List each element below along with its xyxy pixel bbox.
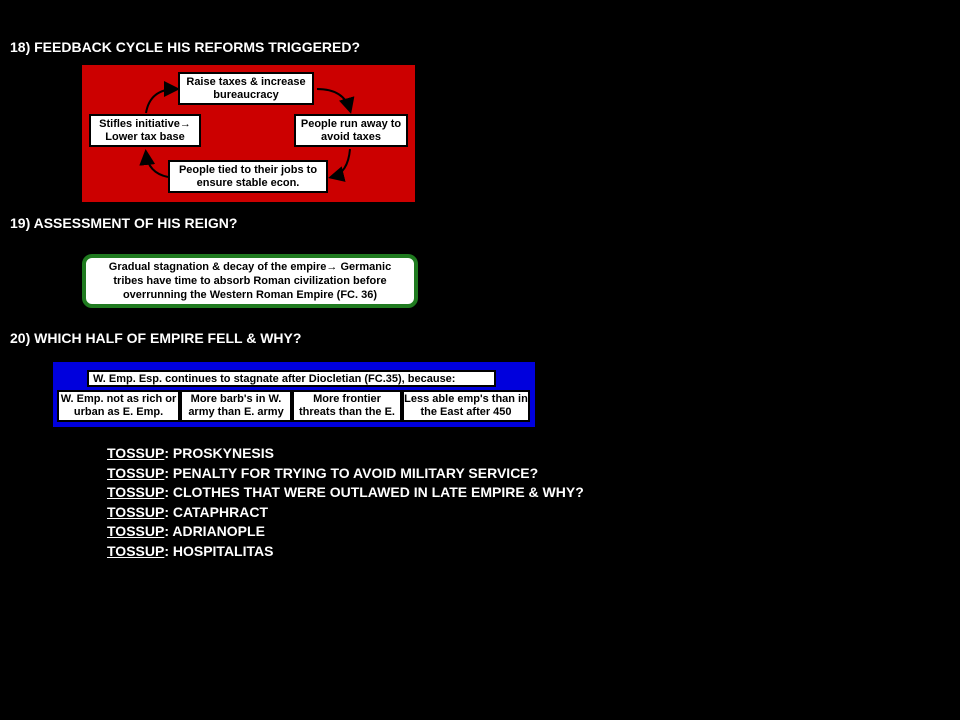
- reason-cell: W. Emp. not as rich or urban as E. Emp.: [57, 390, 180, 422]
- right-arrow-icon: →: [179, 117, 191, 130]
- feedback-cycle-panel: [82, 65, 415, 202]
- cycle-box-bottom: People tied to their jobs to ensure stable econ.: [168, 160, 328, 193]
- tossup-item: TOSSUP: CATAPHRACT: [107, 503, 268, 520]
- cycle-box-left: Stifles initiative→ Lower tax base: [89, 114, 201, 147]
- q18-heading: 18) FEEDBACK CYCLE HIS REFORMS TRIGGERED?: [10, 39, 361, 55]
- tossup-item: TOSSUP: PENALTY FOR TRYING TO AVOID MILITARY SERVICE?: [107, 464, 539, 481]
- reason-cell: More frontier threats than the E.: [292, 390, 402, 422]
- right-arrow-icon: →: [326, 261, 338, 273]
- tossup-item: TOSSUP: PROSKYNESIS: [107, 445, 275, 461]
- assessment-box: Gradual stagnation & decay of the empire→ Germanic tribes have time to absorb Roman civilization before overrunning the Western Roman Empire (FC. 36): [82, 254, 418, 308]
- tossup-item: TOSSUP: HOSPITALITAS: [107, 542, 274, 559]
- cycle-arrow-top-right: [317, 89, 350, 110]
- cycle-box-right: People run away to avoid taxes: [294, 114, 408, 147]
- tossup-item: TOSSUP: CLOTHES THAT WERE OUTLAWED IN LATE EMPIRE & WHY?: [107, 484, 584, 500]
- empire-fell-panel: [53, 362, 535, 427]
- q20-heading: 20) WHICH HALF OF EMPIRE FELL & WHY?: [10, 330, 302, 346]
- cycle-arrow-left-top: [146, 89, 176, 113]
- tossup-item: TOSSUP: ADRIANOPLE: [107, 523, 265, 539]
- cycle-arrow-right-bottom: [332, 149, 350, 177]
- cycle-arrow-bottom-left: [146, 153, 168, 177]
- stagnation-header: W. Emp. Esp. continues to stagnate after Diocletian (FC.35), because:: [87, 370, 496, 387]
- q19-heading: 19) ASSESSMENT OF HIS REIGN?: [10, 215, 238, 231]
- reason-cell: Less able emp's than in the East after 450: [402, 390, 530, 422]
- tossup-list: [107, 444, 584, 561]
- cycle-box-top: Raise taxes & increase bureaucracy: [178, 72, 314, 105]
- reason-cell: More barb's in W. army than E. army: [180, 390, 292, 422]
